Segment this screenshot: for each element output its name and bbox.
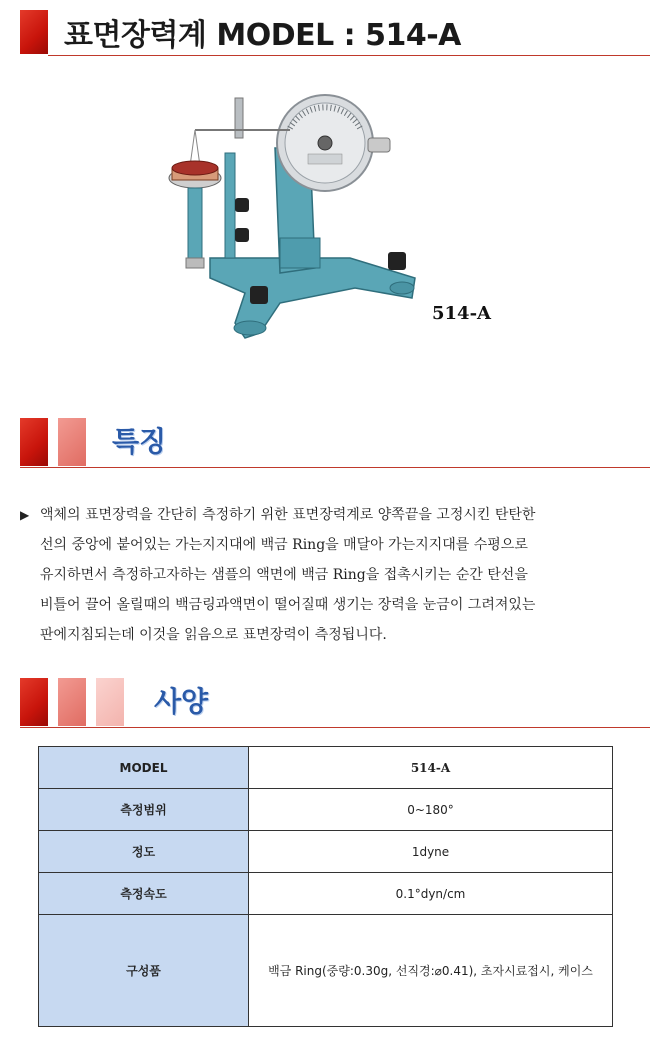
- header-block-pink: [58, 418, 86, 466]
- features-description: [20, 500, 630, 650]
- spec-value: 0~180°: [249, 789, 613, 831]
- header-block-red: [20, 418, 48, 466]
- table-row: [39, 873, 613, 915]
- feature-line: 선의 중앙에 붙어있는 가는지지대에 백금 Ring을 매달아 가는지지대를 수평으로: [40, 537, 528, 553]
- header-block-pink: [58, 678, 86, 726]
- title-bar: [20, 8, 650, 56]
- features-underline: [20, 467, 650, 468]
- spec-section-header: [20, 678, 650, 728]
- spec-value: 1dyne: [249, 831, 613, 873]
- spec-key: MODEL: [39, 747, 249, 789]
- spec-underline: [20, 727, 650, 728]
- spec-key: 정도: [39, 831, 249, 873]
- spec-value: 백금 Ring(중량:0.30g, 선직경:⌀0.41), 초자시료접시, 케이스: [249, 915, 613, 1027]
- product-model-caption: 514-A: [432, 303, 492, 324]
- spec-key: 측정범위: [39, 789, 249, 831]
- table-row: [39, 831, 613, 873]
- page-title: 표면장력계 MODEL : 514-A: [64, 18, 461, 53]
- spec-value: 514-A: [249, 747, 613, 789]
- feature-line: 유지하면서 측정하고자하는 샘플의 액면에 백금 Ring을 접촉시키는 순간 탄선을: [40, 567, 528, 583]
- spec-heading: 사양: [154, 685, 209, 718]
- features-section-header: [20, 418, 650, 468]
- feature-line: 액체의 표면장력을 간단히 측정하기 위한 표면장력계로 양쪽끝을 고정시킨 탄탄한: [40, 507, 536, 523]
- feature-line: 비틀어 끌어 올릴때의 백금링과액면이 떨어질때 생기는 장력을 눈금이 그려져있는: [40, 597, 536, 613]
- spec-key: 측정속도: [39, 873, 249, 915]
- bullet-arrow-icon: ▶: [20, 508, 30, 522]
- title-underline: [48, 55, 650, 56]
- spec-table: [38, 746, 613, 1027]
- product-image: [150, 88, 420, 358]
- header-block-red: [20, 678, 48, 726]
- table-row: [39, 789, 613, 831]
- header-block-light-pink: [96, 678, 124, 726]
- features-heading: 특징: [112, 425, 167, 458]
- table-row: [39, 915, 613, 1027]
- title-red-block: [20, 10, 48, 54]
- feature-line: 판에지침되는데 이것을 읽음으로 표면장력이 측정됩니다.: [40, 627, 387, 643]
- spec-key: 구성품: [39, 915, 249, 1027]
- spec-value: 0.1°dyn/cm: [249, 873, 613, 915]
- table-row: [39, 747, 613, 789]
